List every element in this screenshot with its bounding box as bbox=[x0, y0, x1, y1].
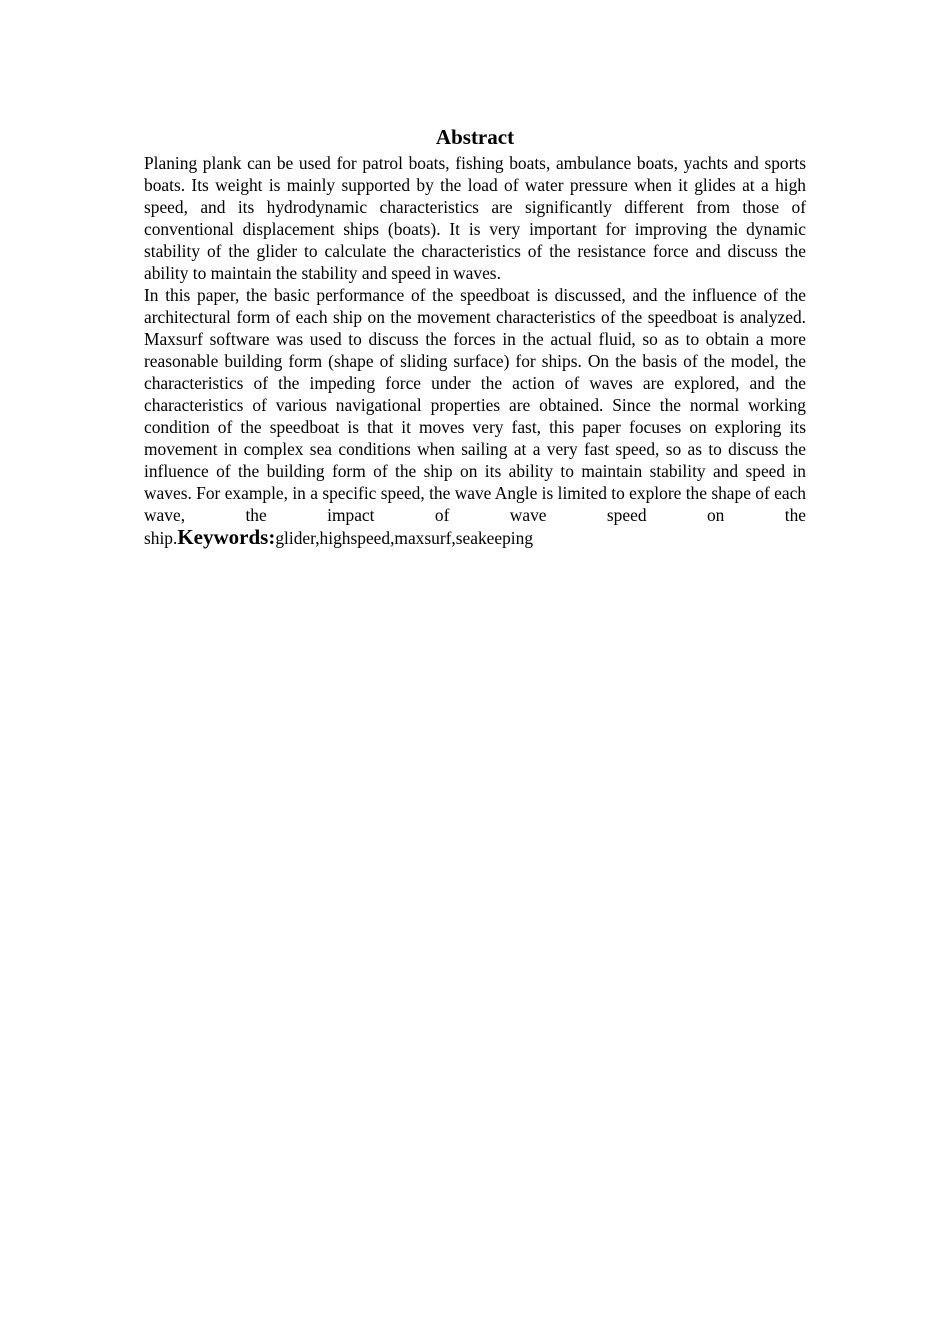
keywords-list: glider,highspeed,maxsurf,seakeeping bbox=[275, 528, 534, 548]
abstract-paragraph-with-keywords bbox=[144, 284, 806, 549]
abstract-paragraph-text: In this paper, the basic performance of the speedboat is discussed, and the influence of the architectural form of each ship on the movement characteristics of the speedboat is analyzed. Maxsurf software was used to discuss the forces in the actual fluid, so as to obtain a more reasonable building form (shape of sliding surface) for ships. On the basis of the model, the characteristics of the impeding force under the action of waves are explored, and the characteristics of various navigational properties are obtained. Since the normal working condition of the speedboat is that it moves very fast, this paper focuses on exploring its movement in complex sea conditions when sailing at a very fast speed, so as to discuss the influence of the building form of the ship on its ability to maintain stability and speed in waves. For example, in a specific speed, the wave Angle is limited to explore the shape of each wave, the impact of wave speed on the ship. bbox=[144, 285, 806, 548]
abstract-title: Abstract bbox=[435, 125, 515, 149]
abstract-section bbox=[144, 122, 806, 549]
abstract-paragraph: Planing plank can be used for patrol boats, fishing boats, ambulance boats, yachts and sports boats. Its weight is mainly supported by the load of water pressure when it glides at a high speed, and its hydrodynamic characteristics are significantly different from those of conventional displacement ships (boats). It is very important for improving the dynamic stability of the glider to calculate the characteristics of the resistance force and discuss the ability to maintain the stability and speed in waves. bbox=[144, 153, 806, 283]
keywords-label: Keywords: bbox=[177, 525, 276, 549]
